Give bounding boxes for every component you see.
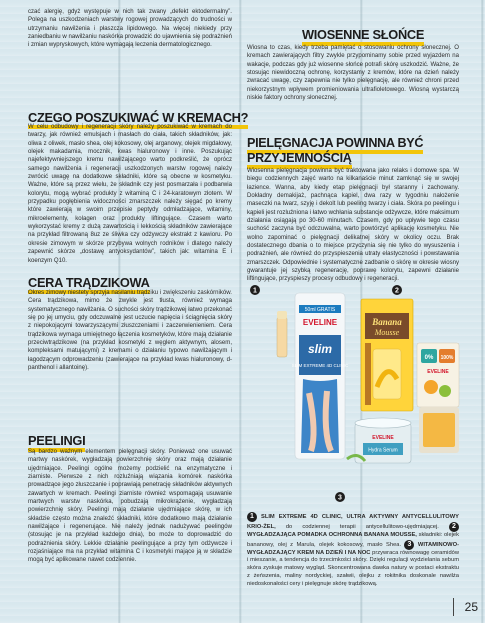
lipstick-tube [277,311,287,357]
vitamin-c-product-card [417,343,459,453]
svg-text:Banana: Banana [372,317,402,327]
svg-text:50ml GRATIS: 50ml GRATIS [304,307,336,313]
body-dry-skin: W celu odbudowy i regeneracji skóry należy poszukiwać w kremach do twarzy, jak również emulsjach i masłach do ciała, takich składników, jak: oliwa z oliwek, masło shea, olej kokosowy, olej arganowy, olejek migdałowy, olejek makadamia, mocznik, kwas hialuronowy i inne. Poszukując najefektywniejszego kremu nawilżającego warto podkreślić, że oprócz samego nawilżenia i regeneracji uszkodzonych warstw rogowej należy zwrócić uwagę na dodatkowe składniki, które są obecne w kosmetyku. Ważne, które są przez wielu, że składnik czy jest posmarzała i podbarwia kolorytu, mogą wybrać produkty z witaminą C i 24-karatowym złotem. W przypadku pogłębienia widoczności zmarszczek należy sięgać po kremy które zawierają w swoim przepisie peptydy odmładzające, witaminy, mikroelementy, kolagen oraz produkty liftingujące. Czasem warto wykorzystać kremy z dużą zawartością i lekkością składników zawierające na przykład filtrowaną 8uz ze śliwka czy odżywczy ekstrakt z kawioru. Po okresie zimowym w skórze przybywa wolnych rodników i dlatego należy zapewnić skórze „dostawę antyoksydantów”, takich jak: witamina E i koenzym Q10. [28,124,232,264]
svg-text:Hydra Serum: Hydra Serum [368,447,398,454]
svg-text:1: 1 [253,287,257,295]
heading-spring-sun: WIOSENNE SŁOŃCE [302,28,424,41]
svg-text:EVELINE: EVELINE [372,435,394,441]
heading-acne-skin: CERA TRĄDZIKOWA [28,276,150,289]
body-spring-sun: Wiosna to czas, kiedy trzeba pamiętać o stosowaniu ochrony słonecznej. O kremach zawierających filtry zwykle przypominamy sobie przed wyjazdem na wakacje, podczas gdy już wiosenne słońce potrafi skórę uszkodzić. Ważne, że stosując niewidoczną ochronę, korzystamy z kremów, które na dzień należy zwracać uwagę, czy zapewnia nie tylko pielęgnację, ale również chroni przed niekorzystnym wpływem promieniowania ultrafioletowego. Wiosną wystarczą niskie faktory ochrony słonecznej. [247,45,459,102]
svg-text:100%: 100% [440,355,454,361]
caption-1-text: do codziennej terapii antycellulitowo-ujędrniającej. [275,524,439,530]
slim-extreme-tube [292,293,349,459]
svg-text:0%: 0% [424,355,434,361]
product-caption [247,512,459,588]
svg-text:SLIM EXTREME 4D CLINIC: SLIM EXTREME 4D CLINIC [291,363,349,368]
svg-text:3: 3 [338,494,342,502]
heading-dry-skin: CZEGO POSZUKIWAĆ W KREMACH? [28,111,248,124]
caption-number-1: 1 [247,512,257,522]
body-care-pleasure: Wiosenna pielęgnacja powinna być traktowana jako relaks i domowe spa. W biegu codziennych zajęć warto na kilkanaście minut zamknąć się w swojej łazience. Wanna, aby kiedy etap pielęgnacji był staranny i zachowany. Dokładny demakijaż, pachnąca kąpiel, dwa razy w tygodniu nałożenie maseczki na twarz, szyję i dekolt lub peeling twarzy i ciała. Skóra po peelingu i kąpieli jest rozluźniona i łatwo wchłania substancje odżywcze, które maksimum działania osiągają po 30-60 minutach. Czasem, gdy po upływie tego czasu suchość zaczyna być odczuwalna, warto powtórzyć aplikację kosmetyku. Nie wolno zapominać o pielęgnacji delikatnej skóry w okolicy oczu. Brak dostatecznego dbania o to miejsce przyczynia się nie tylko do wysuszenia i podrażnień, ale również do przyspieszenia utraty elastyczności i powstawania zmarszczek. Odpowiednie i systematyczne zadbanie o skórę w okresie wiosny gwarantuje jej szybką regenerację, poprawę kolorytu, zapewni działanie liftingujące, przyspieszy procesy odbudowy i regeneracji. [247,168,459,283]
body-peeling: Są bardzo ważnym elementem pielęgnacji skóry. Ponieważ one usuwać martwy naskórek, wygładzają powierzchnię skóry oraz mają działanie ujędrniające. Peelingi ogólne możemy podzielić na enzymatyczne i ziarniste. Pierwsze z nich rozluźniają wiązania komórek naskórka prowadzące jego złuszczanie i poprawiają penetrację składników aktywnych zawartych w kremach. Peelingi ziarniste również wspomagają usuwanie martwych warstw naskórka, pobudzają mikrokrążenie, wygładzają powierzchnię skóry. Peelingi mają działanie ujędrniające skórę, w ich składzie często można znaleźć składniki, które dodatkowo mają działanie nawilżające i regenerujące. Nie należy jednak nadużywać peelingów (stosując je na przykład każdego dnia), bo może to doprowadzić do podrażnienia skóry. Lekkie działanie peelingujące a przy tym odżywcze i rozjaśniające ma na przykład witamina C i kosmetyki mające ją w składzie mogą być aplikowane nawet codziennie. [28,449,232,564]
heading-peeling: PEELINGI [28,434,85,447]
svg-text:slim: slim [307,342,333,356]
caption-number-2: 2 [449,522,459,532]
svg-text:Mousse: Mousse [374,328,400,337]
hydra-cream-jar [347,418,411,463]
page-number: 25 [453,598,478,616]
svg-text:EVELINE: EVELINE [302,318,338,327]
caption-3-title: WITAMINOWO-WYGŁADZAJĄCY KREM NA DZIEŃ I NA NOC [247,541,459,556]
product-photo [247,283,461,508]
caption-2-text: składniki: olejek bananowy, olej z Marula, olejek kokosowy, masło Shea. [247,532,459,548]
caption-2-title: WYGŁADZAJĄCA POMADKA OCHRONNA BANANA MOUSSE, [247,532,417,538]
body-acne-skin: Okres zimowy niestety sprzyja nasilaniu trądziku i zwiększeniu zaskórników. Cera trądzikowa, mimo że zwykle jest tłusta, również wymaga systematycznego nawilżania. O suchości skóry trądzikowej łatwo przekonać się po jej umyciu, gdy odczuwalne jest uczucie napięcia i ściągnięcia skóry z niepokojącymi towarzyszącymi złuszczeniami i zaczerwienieniem. Cera trądzikowa wymaga umiejętnego łączenia kosmetyków, które mają działanie przeciwtrądzikowe (na przykład kosmetyki z węglem aktywnym, alosem, kompleksami matującymi) z kremami o działaniu typowo nawilżającym i łagodzącym odprowadzeniu (zawierające na przykład kwas hialuronowy, d-panthenol i allantoinę). [28,290,232,372]
intro-paragraph: czać alergię, gdyż występuje w nich tak zwany „defekt ektodermalny”. Polega na uszkodzeniach warstwy rogowej prowadzących do trudności w utrzymaniu nawilżenia i płaszcza lipidowego. Na więcej niekiedy przy zaniedbaniu w nawilżaniu naskórka prowadzić do ujawnienia się podrażnień i zmian wypryskowych, które wymagają leczenia dermatologicznego. [28,9,232,49]
banana-mousse-box [361,299,413,411]
caption-number-3: 3 [404,540,414,550]
svg-text:2: 2 [395,287,399,295]
caption-1-title: SLIM EXTREME 4D CLINIC, ULTRA AKTYWNY ANTYCELLULITOWY KRIO-ŻEL, [247,514,459,530]
svg-text:EVELINE: EVELINE [427,369,449,375]
caption-3-text: przywraca równowagę ceramidów i mieszanie, a tendencja do trzecimkości skóry. Dzięki regulacji wydzielania sebum skóra zyskuje matowy wygląd. Skoncentrowana dawka natury w postaci ekstraktu z żeńszenia, maliny nordyckiej, szałwii, olejku z rokitnika doskonale nawilża niedoskonałości cery i pielęgnuje skórę trądzikową. [247,549,459,587]
heading-care-pleasure: PIELĘGNACJA POWINNA BYĆ PRZYJEMNOŚCIĄ [247,136,457,166]
